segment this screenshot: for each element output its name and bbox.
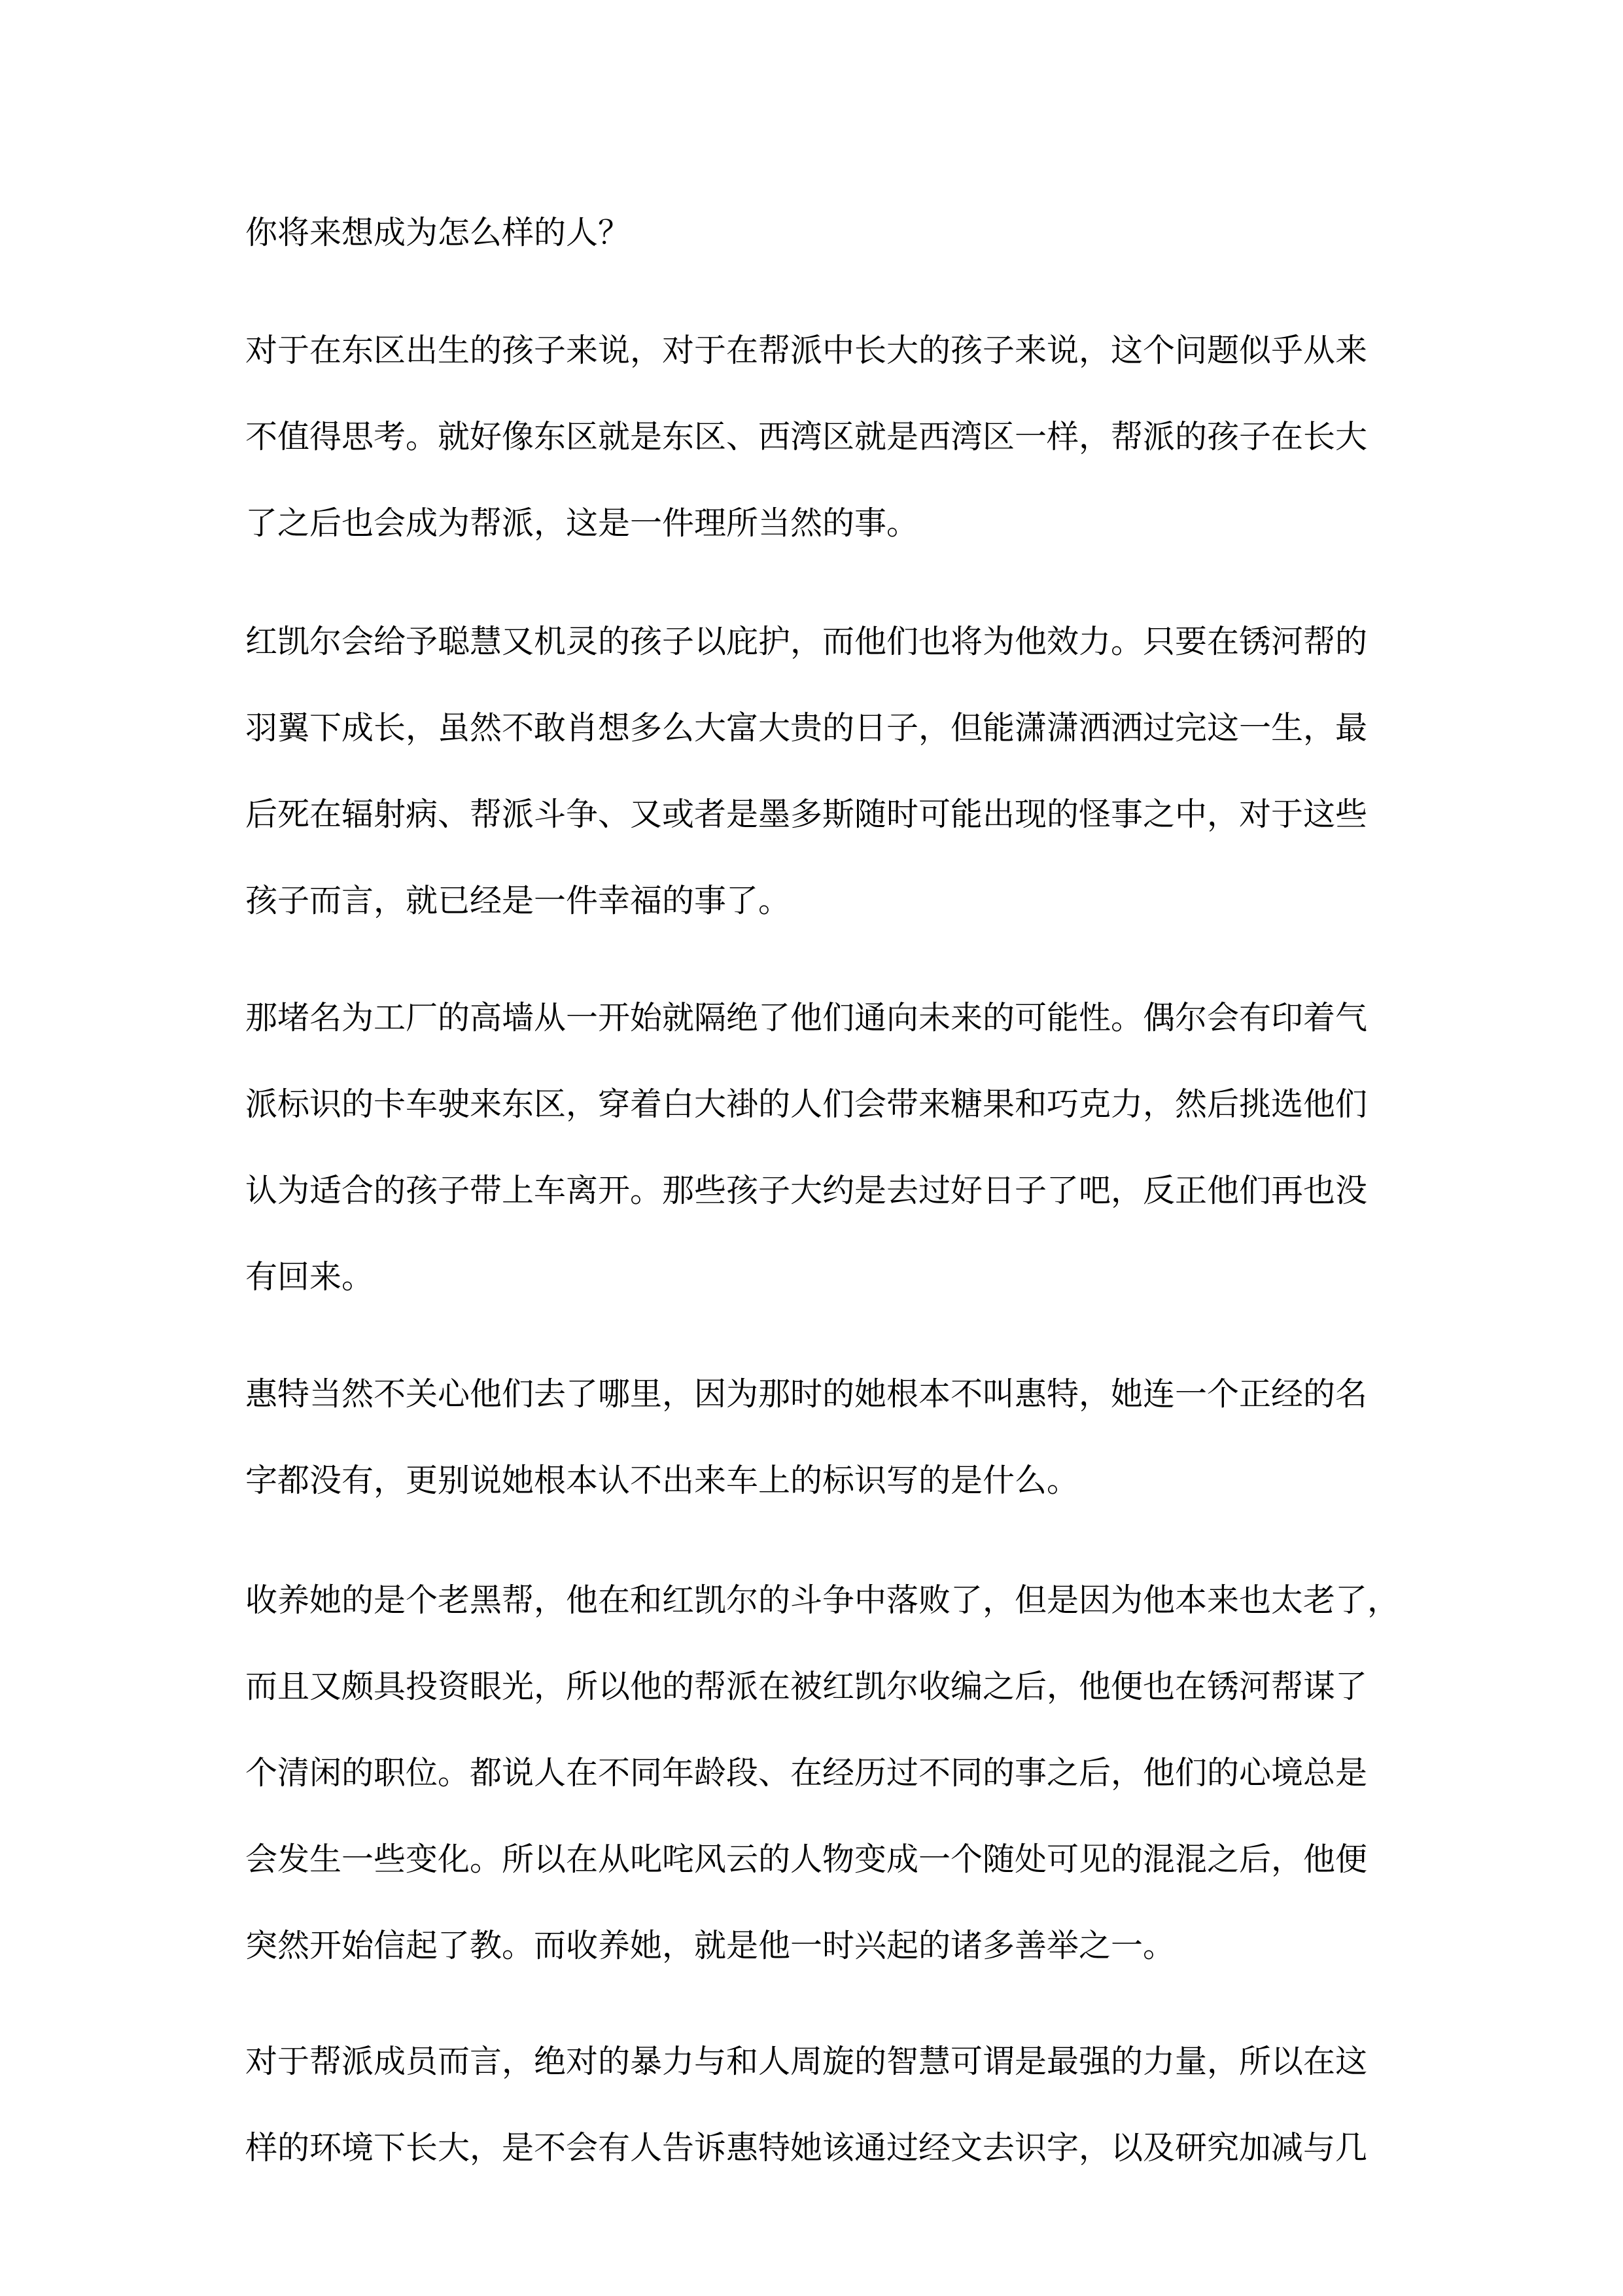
text-line: 突然开始信起了教。而收养她，就是他一时兴起的诸多善举之一。 [245,1927,1176,1964]
paragraph [245,1351,1384,1524]
paragraph [245,1557,1400,1989]
text-line: 对于帮派成员而言，绝对的暴力与和人周旋的智慧可谓是最强的力量，所以在这 [245,2043,1368,2080]
text-line: 字都没有，更别说她根本认不出来车上的标识写的是什么。 [245,1462,1079,1499]
text-line: 有回来。 [245,1258,374,1296]
paragraph-question [245,190,1384,276]
text-line: 个清闲的职位。都说人在不同年龄段、在经历过不同的事之后，他们的心境总是 [245,1754,1368,1792]
text-line: 认为适合的孩子带上车离开。那些孩子大约是去过好日子了吧，反正他们再也没 [245,1172,1368,1209]
text-line: 那堵名为工厂的高墙从一开始就隔绝了他们通向未来的可能性。偶尔会有印着气 [245,999,1368,1036]
text-line: 样的环境下长大，是不会有人告诉惠特她该通过经文去识字，以及研究加减与几 [245,2129,1368,2166]
text-line: 惠特当然不关心他们去了哪里，因为那时的她根本不叫惠特，她连一个正经的名 [245,1375,1368,1413]
paragraph [245,2019,1384,2191]
text-line: 而且又颇具投资眼光，所以他的帮派在被红凯尔收编之后，他便也在锈河帮谋了 [245,1668,1368,1705]
text-line: 不值得思考。就好像东区就是东区、西湾区就是西湾区一样，帮派的孩子在长大 [245,418,1368,455]
paragraph [245,975,1384,1320]
text-line: 后死在辐射病、帮派斗争、又或者是墨多斯随时可能出现的怪事之中，对于这些 [245,796,1368,833]
text-line: 派标识的卡车驶来东区，穿着白大褂的人们会带来糖果和巧克力，然后挑选他们 [245,1086,1368,1123]
text-line: 羽翼下成长，虽然不敢肖想多么大富大贵的日子，但能潇潇洒洒过完这一生，最 [245,709,1368,747]
text-line: 了之后也会成为帮派，这是一件理所当然的事。 [245,504,919,542]
paragraph [245,599,1384,944]
text-line: 收养她的是个老黑帮，他在和红凯尔的斗争中落败了，但是因为他本来也太老了， [245,1581,1400,1619]
paragraph [245,308,1384,567]
text-line: 孩子而言，就已经是一件幸福的事了。 [245,882,791,919]
text-line: 你将来想成为怎么样的人？ [245,214,631,251]
text-line: 对于在东区出生的孩子来说，对于在帮派中长大的孩子来说，这个问题似乎从来 [245,332,1368,369]
text-line: 会发生一些变化。所以在从叱咤风云的人物变成一个随处可见的混混之后，他便 [245,1841,1368,1878]
text-line: 红凯尔会给予聪慧又机灵的孩子以庇护，而他们也将为他效力。只要在锈河帮的 [245,623,1368,660]
